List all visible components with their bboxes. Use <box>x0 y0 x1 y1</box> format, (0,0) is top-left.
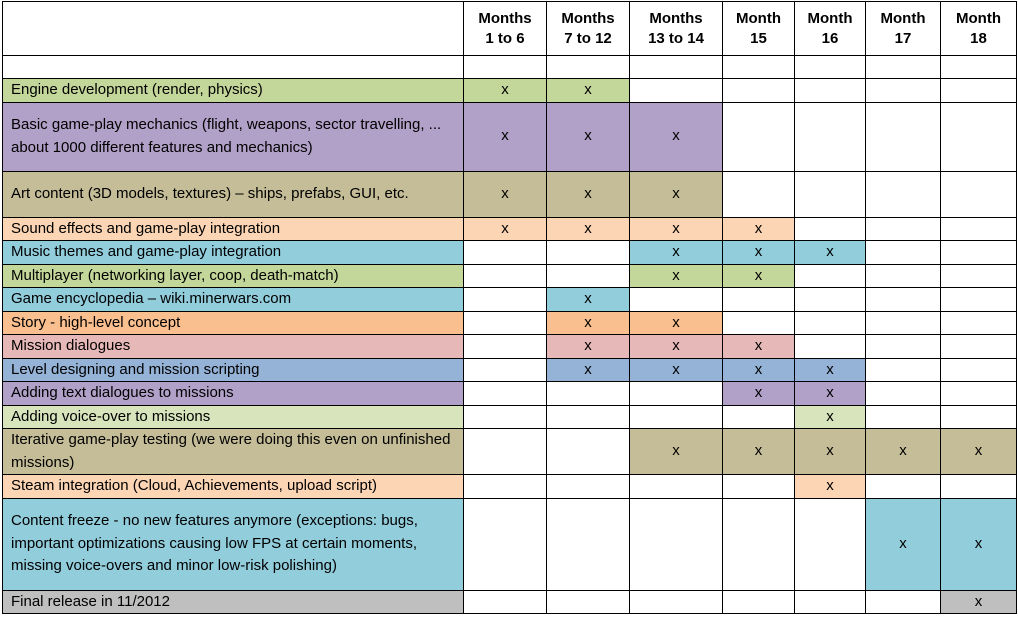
schedule-empty-cell <box>630 288 723 312</box>
header-cell: Month 16 <box>795 2 866 56</box>
schedule-mark-cell: x <box>464 217 547 241</box>
schedule-empty-cell <box>866 475 941 499</box>
schedule-mark-cell: x <box>547 217 630 241</box>
schedule-mark-cell: x <box>547 79 630 103</box>
task-row <box>3 429 1017 475</box>
task-row <box>3 79 1017 103</box>
schedule-mark-cell: x <box>941 429 1017 475</box>
spacer-cell <box>941 56 1017 79</box>
schedule-mark-cell: x <box>547 288 630 312</box>
schedule-mark-cell: x <box>723 382 795 406</box>
schedule-mark-cell: x <box>941 498 1017 590</box>
schedule-mark-cell: x <box>723 217 795 241</box>
task-row <box>3 102 1017 171</box>
spacer-cell <box>866 56 941 79</box>
schedule-empty-cell <box>547 405 630 429</box>
schedule-mark-cell: x <box>795 382 866 406</box>
task-row <box>3 288 1017 312</box>
schedule-mark-cell: x <box>795 241 866 265</box>
schedule-empty-cell <box>547 241 630 265</box>
task-row <box>3 241 1017 265</box>
schedule-empty-cell <box>941 241 1017 265</box>
schedule-mark-cell: x <box>547 171 630 217</box>
header-cell: Months 13 to 14 <box>630 2 723 56</box>
schedule-empty-cell <box>547 382 630 406</box>
task-row <box>3 217 1017 241</box>
task-name-cell: Game encyclopedia – wiki.minerwars.com <box>3 288 464 312</box>
schedule-empty-cell <box>941 358 1017 382</box>
schedule-mark-cell: x <box>630 429 723 475</box>
schedule-mark-cell: x <box>941 590 1017 614</box>
schedule-empty-cell <box>723 590 795 614</box>
task-name-cell: Iterative game-play testing (we were doing this even on unfinished missions) <box>3 429 464 475</box>
schedule-empty-cell <box>464 335 547 359</box>
header-cell: Months 1 to 6 <box>464 2 547 56</box>
task-row <box>3 171 1017 217</box>
schedule-mark-cell: x <box>723 264 795 288</box>
schedule-empty-cell <box>723 311 795 335</box>
schedule-empty-cell <box>464 288 547 312</box>
schedule-empty-cell <box>795 498 866 590</box>
header-cell: Months 7 to 12 <box>547 2 630 56</box>
schedule-mark-cell: x <box>547 102 630 171</box>
task-name-cell: Content freeze - no new features anymore (exceptions: bugs, important optimizations causing low FPS at certain moments, missing voice-overs and minor low-risk polishing) <box>3 498 464 590</box>
schedule-empty-cell <box>630 590 723 614</box>
schedule-mark-cell: x <box>795 358 866 382</box>
task-name-cell: Multiplayer (networking layer, coop, death-match) <box>3 264 464 288</box>
schedule-empty-cell <box>547 475 630 499</box>
schedule-mark-cell: x <box>630 311 723 335</box>
schedule-mark-cell: x <box>866 429 941 475</box>
schedule-empty-cell <box>464 241 547 265</box>
schedule-empty-cell <box>941 102 1017 171</box>
schedule-empty-cell <box>795 288 866 312</box>
spacer-cell <box>3 56 464 79</box>
schedule-mark-cell: x <box>464 79 547 103</box>
schedule-empty-cell <box>866 335 941 359</box>
schedule-empty-cell <box>547 264 630 288</box>
schedule-empty-cell <box>723 405 795 429</box>
schedule-empty-cell <box>795 311 866 335</box>
schedule-empty-cell <box>866 217 941 241</box>
task-name-cell: Story - high-level concept <box>3 311 464 335</box>
task-row <box>3 590 1017 614</box>
header-task-column <box>3 2 464 56</box>
schedule-empty-cell <box>630 405 723 429</box>
schedule-empty-cell <box>941 79 1017 103</box>
task-name-cell: Adding voice-over to missions <box>3 405 464 429</box>
schedule-empty-cell <box>464 382 547 406</box>
schedule-empty-cell <box>630 79 723 103</box>
task-name-cell: Engine development (render, physics) <box>3 79 464 103</box>
schedule-empty-cell <box>795 590 866 614</box>
schedule-empty-cell <box>630 475 723 499</box>
schedule-empty-cell <box>941 335 1017 359</box>
task-name-cell: Mission dialogues <box>3 335 464 359</box>
schedule-mark-cell: x <box>547 335 630 359</box>
schedule-empty-cell <box>866 171 941 217</box>
schedule-mark-cell: x <box>795 405 866 429</box>
header-cell: Month 18 <box>941 2 1017 56</box>
task-row <box>3 311 1017 335</box>
schedule-empty-cell <box>723 79 795 103</box>
schedule-empty-cell <box>866 288 941 312</box>
schedule-mark-cell: x <box>630 335 723 359</box>
spacer-cell <box>723 56 795 79</box>
schedule-empty-cell <box>795 79 866 103</box>
schedule-mark-cell: x <box>630 217 723 241</box>
schedule-empty-cell <box>464 264 547 288</box>
task-row <box>3 475 1017 499</box>
task-name-cell: Basic game-play mechanics (flight, weapons, sector travelling, ... about 1000 different features and mechanics) <box>3 102 464 171</box>
task-name-cell: Sound effects and game-play integration <box>3 217 464 241</box>
schedule-mark-cell: x <box>464 102 547 171</box>
task-name-cell: Music themes and game-play integration <box>3 241 464 265</box>
task-row <box>3 358 1017 382</box>
schedule-empty-cell <box>941 382 1017 406</box>
spacer-cell <box>630 56 723 79</box>
schedule-empty-cell <box>866 311 941 335</box>
schedule-empty-cell <box>464 429 547 475</box>
schedule-mark-cell: x <box>795 475 866 499</box>
schedule-empty-cell <box>723 498 795 590</box>
spacer-row <box>3 56 1017 79</box>
schedule-mark-cell: x <box>723 241 795 265</box>
schedule-empty-cell <box>941 171 1017 217</box>
schedule-empty-cell <box>941 288 1017 312</box>
task-name-cell: Adding text dialogues to missions <box>3 382 464 406</box>
task-row <box>3 335 1017 359</box>
schedule-mark-cell: x <box>723 358 795 382</box>
schedule-empty-cell <box>723 171 795 217</box>
schedule-mark-cell: x <box>630 264 723 288</box>
task-name-cell: Steam integration (Cloud, Achievements, upload script) <box>3 475 464 499</box>
schedule-empty-cell <box>795 171 866 217</box>
schedule-empty-cell <box>866 79 941 103</box>
schedule-empty-cell <box>866 241 941 265</box>
task-name-cell: Art content (3D models, textures) – ships, prefabs, GUI, etc. <box>3 171 464 217</box>
schedule-empty-cell <box>866 102 941 171</box>
schedule-empty-cell <box>795 335 866 359</box>
schedule-empty-cell <box>866 590 941 614</box>
schedule-mark-cell: x <box>630 241 723 265</box>
schedule-empty-cell <box>547 429 630 475</box>
schedule-empty-cell <box>795 264 866 288</box>
schedule-empty-cell <box>866 382 941 406</box>
spacer-cell <box>795 56 866 79</box>
schedule-mark-cell: x <box>547 358 630 382</box>
schedule-empty-cell <box>630 382 723 406</box>
schedule-empty-cell <box>941 217 1017 241</box>
schedule-mark-cell: x <box>795 429 866 475</box>
project-schedule-table <box>2 1 1017 614</box>
schedule-empty-cell <box>866 405 941 429</box>
schedule-mark-cell: x <box>723 429 795 475</box>
schedule-mark-cell: x <box>866 498 941 590</box>
task-name-cell: Level designing and mission scripting <box>3 358 464 382</box>
schedule-mark-cell: x <box>630 102 723 171</box>
task-name-cell: Final release in 11/2012 <box>3 590 464 614</box>
schedule-empty-cell <box>723 102 795 171</box>
schedule-empty-cell <box>941 311 1017 335</box>
schedule-mark-cell: x <box>547 311 630 335</box>
header-cell: Month 15 <box>723 2 795 56</box>
schedule-empty-cell <box>464 405 547 429</box>
schedule-mark-cell: x <box>464 171 547 217</box>
spacer-cell <box>547 56 630 79</box>
schedule-empty-cell <box>941 264 1017 288</box>
schedule-mark-cell: x <box>630 171 723 217</box>
schedule-mark-cell: x <box>723 335 795 359</box>
spacer-cell <box>464 56 547 79</box>
task-row <box>3 405 1017 429</box>
task-row <box>3 264 1017 288</box>
schedule-empty-cell <box>464 498 547 590</box>
schedule-empty-cell <box>866 264 941 288</box>
schedule-empty-cell <box>547 498 630 590</box>
schedule-empty-cell <box>866 358 941 382</box>
schedule-empty-cell <box>795 102 866 171</box>
schedule-empty-cell <box>464 475 547 499</box>
schedule-body <box>3 79 1017 614</box>
schedule-empty-cell <box>795 217 866 241</box>
schedule-empty-cell <box>630 498 723 590</box>
schedule-empty-cell <box>547 590 630 614</box>
schedule-empty-cell <box>723 288 795 312</box>
schedule-empty-cell <box>723 475 795 499</box>
schedule-mark-cell: x <box>630 358 723 382</box>
schedule-empty-cell <box>464 358 547 382</box>
task-row <box>3 382 1017 406</box>
header-row <box>3 2 1017 56</box>
schedule-empty-cell <box>464 311 547 335</box>
schedule-empty-cell <box>941 475 1017 499</box>
task-row <box>3 498 1017 590</box>
header-cell: Month 17 <box>866 2 941 56</box>
schedule-empty-cell <box>464 590 547 614</box>
schedule-empty-cell <box>941 405 1017 429</box>
